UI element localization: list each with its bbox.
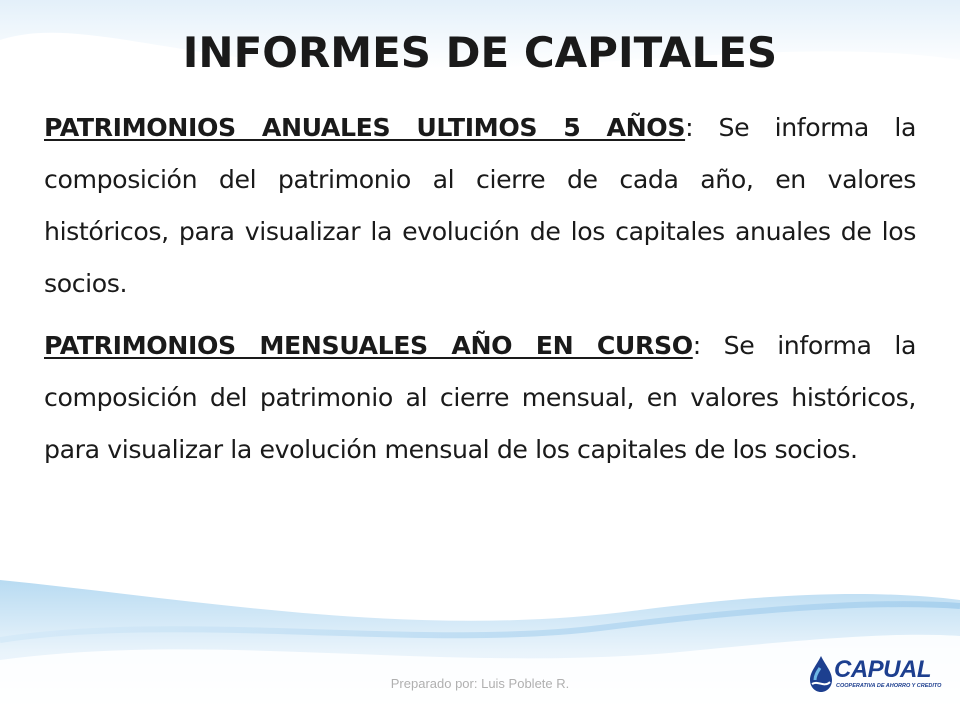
slide-body — [44, 102, 916, 486]
paragraph-monthly — [44, 320, 916, 476]
logo-name: CAPUAL — [834, 656, 931, 683]
paragraph-text-annual: : Se informa la composición del patrimonio al cierre de cada año, en valores históricos, para visualizar la evolución de los capitales anuales de los socios. — [44, 113, 916, 298]
paragraph-annual — [44, 102, 916, 310]
water-drop-icon — [806, 654, 836, 694]
capual-logo — [806, 652, 942, 696]
paragraph-heading-monthly: PATRIMONIOS MENSUALES AÑO EN CURSO — [44, 331, 693, 360]
paragraph-text-monthly: : Se informa la composición del patrimonio al cierre mensual, en valores históricos, para visualizar la evolución mensual de los capitales de los socios. — [44, 331, 916, 464]
logo-subtitle: COOPERATIVA DE AHORRO Y CREDITO — [836, 683, 942, 689]
slide-title: INFORMES DE CAPITALES — [182, 28, 778, 77]
footer-author: Preparado por: Luis Poblete R. — [390, 676, 570, 691]
paragraph-heading-annual: PATRIMONIOS ANUALES ULTIMOS 5 AÑOS — [44, 113, 686, 142]
